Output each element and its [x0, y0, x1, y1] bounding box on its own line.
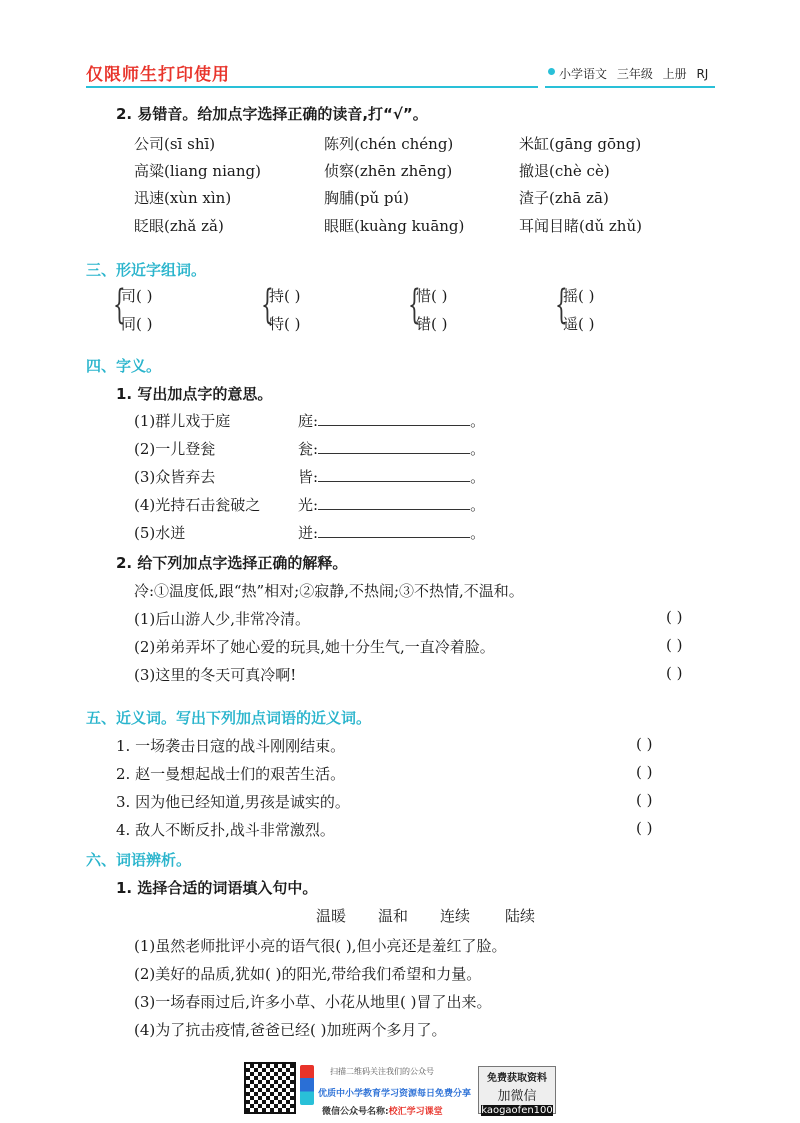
pron-item: 撤退(chè cè)	[519, 162, 610, 180]
fill-item: (3)一场春雨过后,许多小草、小花从地里( )冒了出来。	[134, 993, 492, 1011]
pron-item: 眨眼(zhǎ zǎ)	[134, 217, 224, 235]
pron-item: 胸脯(pǔ pú)	[324, 189, 409, 207]
meaning-item-text: (4)光持石击瓮破之	[134, 496, 261, 514]
synonym-item: 3. 因为他已经知道,男孩是诚实的。	[116, 793, 350, 811]
char-pair-bottom: 遥( )	[563, 315, 595, 333]
footer-scan-text: 扫描二维码关注我们的公众号	[330, 1067, 434, 1076]
choice-item: (2)弟弟弄坏了她心爱的玩具,她十分生气,一直冷着脸。	[134, 638, 495, 656]
section-4-title: 四、字义。	[86, 357, 162, 375]
section-3-title: 三、形近字组词。	[86, 261, 207, 279]
char-pair-bottom: 特( )	[269, 315, 301, 333]
footer-share-text: 优质中小学教育学习资源每日免费分享	[318, 1089, 472, 1099]
brace-icon: {	[555, 282, 568, 328]
char-pair-bottom: 同( )	[121, 315, 153, 333]
header-bullet-icon	[548, 68, 555, 75]
brace-icon: {	[261, 282, 274, 328]
answer-paren[interactable]: ( )	[636, 735, 653, 753]
pron-item: 陈列(chén chéng)	[324, 135, 454, 153]
s4-question-2-title: 2. 给下列加点字选择正确的解释。	[116, 554, 348, 572]
meaning-item-text: (1)群儿戏于庭	[134, 412, 231, 430]
answer-paren[interactable]: ( )	[636, 819, 653, 837]
wechat-box-title: 免费获取资料	[487, 1073, 547, 1084]
meaning-item-key: 瓮: 。	[298, 440, 486, 458]
answer-blank[interactable]	[318, 495, 470, 510]
answer-paren[interactable]: ( )	[666, 664, 683, 682]
definition-text: 冷:①温度低,跟“热”相对;②寂静,不热闹;③不热情,不温和。	[134, 582, 524, 600]
meaning-item-text: (3)众皆弃去	[134, 468, 216, 486]
footer-account: 微信公众号名称:校汇学习课堂	[322, 1107, 443, 1117]
meaning-item-key: 庭: 。	[298, 412, 486, 430]
answer-blank[interactable]	[318, 523, 470, 538]
char-pair-top: 惜( )	[416, 287, 448, 305]
char-pair-top: 摇( )	[563, 287, 595, 305]
word-option: 连续	[440, 907, 471, 925]
char-pair-top: 持( )	[269, 287, 301, 305]
synonym-item: 4. 敌人不断反扑,战斗非常激烈。	[116, 821, 335, 839]
pron-item: 侦察(zhēn zhēng)	[324, 162, 453, 180]
answer-paren[interactable]: ( )	[666, 608, 683, 626]
meaning-item-text: (5)水迸	[134, 524, 186, 542]
header-rule-right	[545, 86, 715, 88]
choice-item: (3)这里的冬天可真冷啊!	[134, 666, 297, 684]
pron-item: 耳闻目睹(dǔ zhǔ)	[519, 217, 642, 235]
fill-item: (2)美好的品质,犹如( )的阳光,带给我们希望和力量。	[134, 965, 482, 983]
pron-item: 渣子(zhā zā)	[519, 189, 609, 207]
word-option: 温暖	[316, 907, 347, 925]
question-2-title: 2. 易错音。给加点字选择正确的读音,打“√”。	[116, 105, 428, 123]
header-rule-left	[86, 86, 538, 88]
s4-question-1-title: 1. 写出加点字的意思。	[116, 385, 273, 403]
s6-question-1-title: 1. 选择合适的词语填入句中。	[116, 879, 318, 897]
answer-paren[interactable]: ( )	[636, 791, 653, 809]
fill-item: (4)为了抗击疫情,爸爸已经( )加班两个多月了。	[134, 1021, 447, 1039]
answer-paren[interactable]: ( )	[636, 763, 653, 781]
fill-item: (1)虽然老师批评小亮的语气很( ),但小亮还是羞红了脸。	[134, 937, 507, 955]
synonym-item: 2. 赵一曼想起战士们的艰苦生活。	[116, 765, 346, 783]
section-5-title: 五、近义词。写出下列加点词语的近义词。	[86, 709, 372, 727]
word-option: 温和	[378, 907, 409, 925]
pron-item: 迅速(xùn xìn)	[134, 189, 232, 207]
char-pair-top: 司( )	[121, 287, 153, 305]
pron-item: 眼眶(kuàng kuāng)	[324, 217, 465, 235]
meaning-item-key: 迸: 。	[298, 524, 486, 542]
answer-blank[interactable]	[318, 411, 470, 426]
meaning-item-key: 光: 。	[298, 496, 486, 514]
wechat-contact-box	[478, 1066, 556, 1114]
pron-item: 公司(sī shī)	[134, 135, 216, 153]
pron-item: 高粱(liang niang)	[134, 162, 261, 180]
header-subject-info: 小学语文 三年级 上册 RJ	[559, 67, 709, 81]
brace-icon: {	[408, 282, 421, 328]
answer-blank[interactable]	[318, 467, 470, 482]
meaning-item-key: 皆: 。	[298, 468, 486, 486]
answer-paren[interactable]: ( )	[666, 636, 683, 654]
wechat-id: kaogaofen100	[481, 1105, 553, 1116]
word-option: 陆续	[505, 907, 536, 925]
brace-icon: {	[113, 282, 126, 328]
brand-logo-icon	[300, 1065, 314, 1105]
pron-item: 米缸(gāng gōng)	[519, 135, 642, 153]
header-title: 仅限师生打印使用	[86, 65, 230, 85]
section-6-title: 六、词语辨析。	[86, 851, 192, 869]
synonym-item: 1. 一场袭击日寇的战斗刚刚结束。	[116, 737, 346, 755]
answer-blank[interactable]	[318, 439, 470, 454]
qr-code-icon	[244, 1062, 296, 1114]
wechat-box-label: 加微信	[497, 1089, 537, 1104]
meaning-item-text: (2)一儿登瓮	[134, 440, 216, 458]
char-pair-bottom: 错( )	[416, 315, 448, 333]
choice-item: (1)后山游人少,非常冷清。	[134, 610, 311, 628]
